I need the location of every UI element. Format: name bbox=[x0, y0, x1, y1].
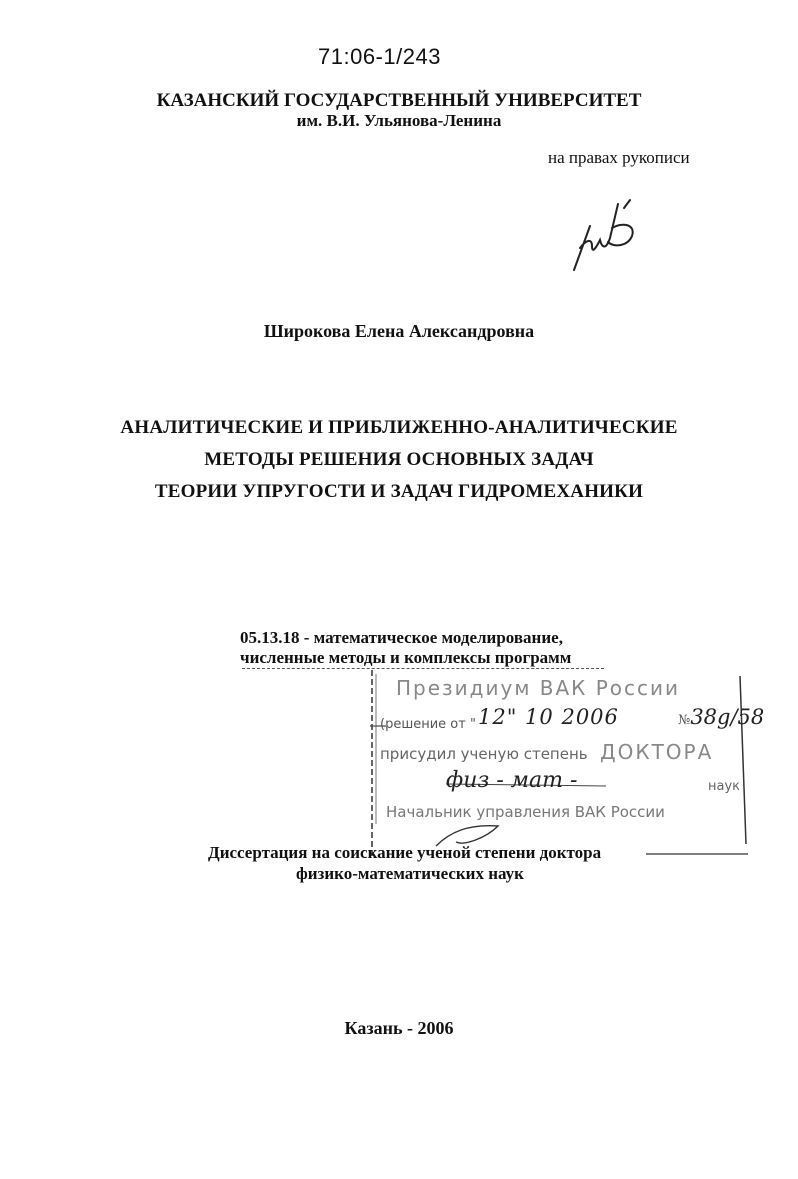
stamp-degree: ДОКТОРА bbox=[600, 740, 714, 764]
stamp-awarded-label: присудил ученую степень bbox=[380, 745, 588, 763]
stamp-number-prefix: № bbox=[678, 713, 691, 728]
stamp-head-of-department: Начальник управления ВАК России bbox=[386, 803, 665, 821]
signature-mark bbox=[566, 198, 648, 276]
title-line-2: МЕТОДЫ РЕШЕНИЯ ОСНОВНЫХ ЗАДАЧ bbox=[204, 449, 594, 470]
stamp-sciences-label: наук bbox=[708, 779, 741, 794]
author-name: Широкова Елена Александровна bbox=[263, 321, 535, 341]
title-line-1: АНАЛИТИЧЕСКИЕ И ПРИБЛИЖЕННО-АНАЛИТИЧЕСКИЕ bbox=[120, 417, 678, 438]
specialty-line-1: 05.13.18 - математическое моделирование, bbox=[240, 628, 563, 647]
dissertation-line-1: Диссертация на соискание ученой степени доктора bbox=[208, 843, 602, 862]
university-name: КАЗАНСКИЙ ГОСУДАРСТВЕННЫЙ УНИВЕРСИТЕТ bbox=[156, 90, 642, 111]
stamp-line-presidium: Президиум ВАК России bbox=[396, 676, 681, 700]
document-code: 71:06-1/243 bbox=[318, 44, 441, 69]
stamp-decision-label: (решение от " bbox=[380, 717, 476, 732]
specialty-line-2: численные методы и комплексы программ bbox=[240, 648, 572, 667]
title-line-3: ТЕОРИИ УПРУГОСТИ И ЗАДАЧ ГИДРОМЕХАНИКИ bbox=[154, 481, 644, 502]
city-year: Казань - 2006 bbox=[344, 1018, 454, 1038]
university-subtitle: им. В.И. Ульянова-Ленина bbox=[296, 111, 502, 130]
stamp-number-value: 38g/58 bbox=[690, 705, 765, 729]
stamp-handwritten-number bbox=[678, 705, 764, 729]
stamp-handwritten-field: физ - мат - bbox=[446, 768, 578, 793]
stamp-handwritten-date: 12" 10 2006 bbox=[478, 705, 619, 729]
dissertation-line-2: физико-математических наук bbox=[296, 864, 524, 883]
rights-note: на правах рукописи bbox=[548, 148, 690, 167]
